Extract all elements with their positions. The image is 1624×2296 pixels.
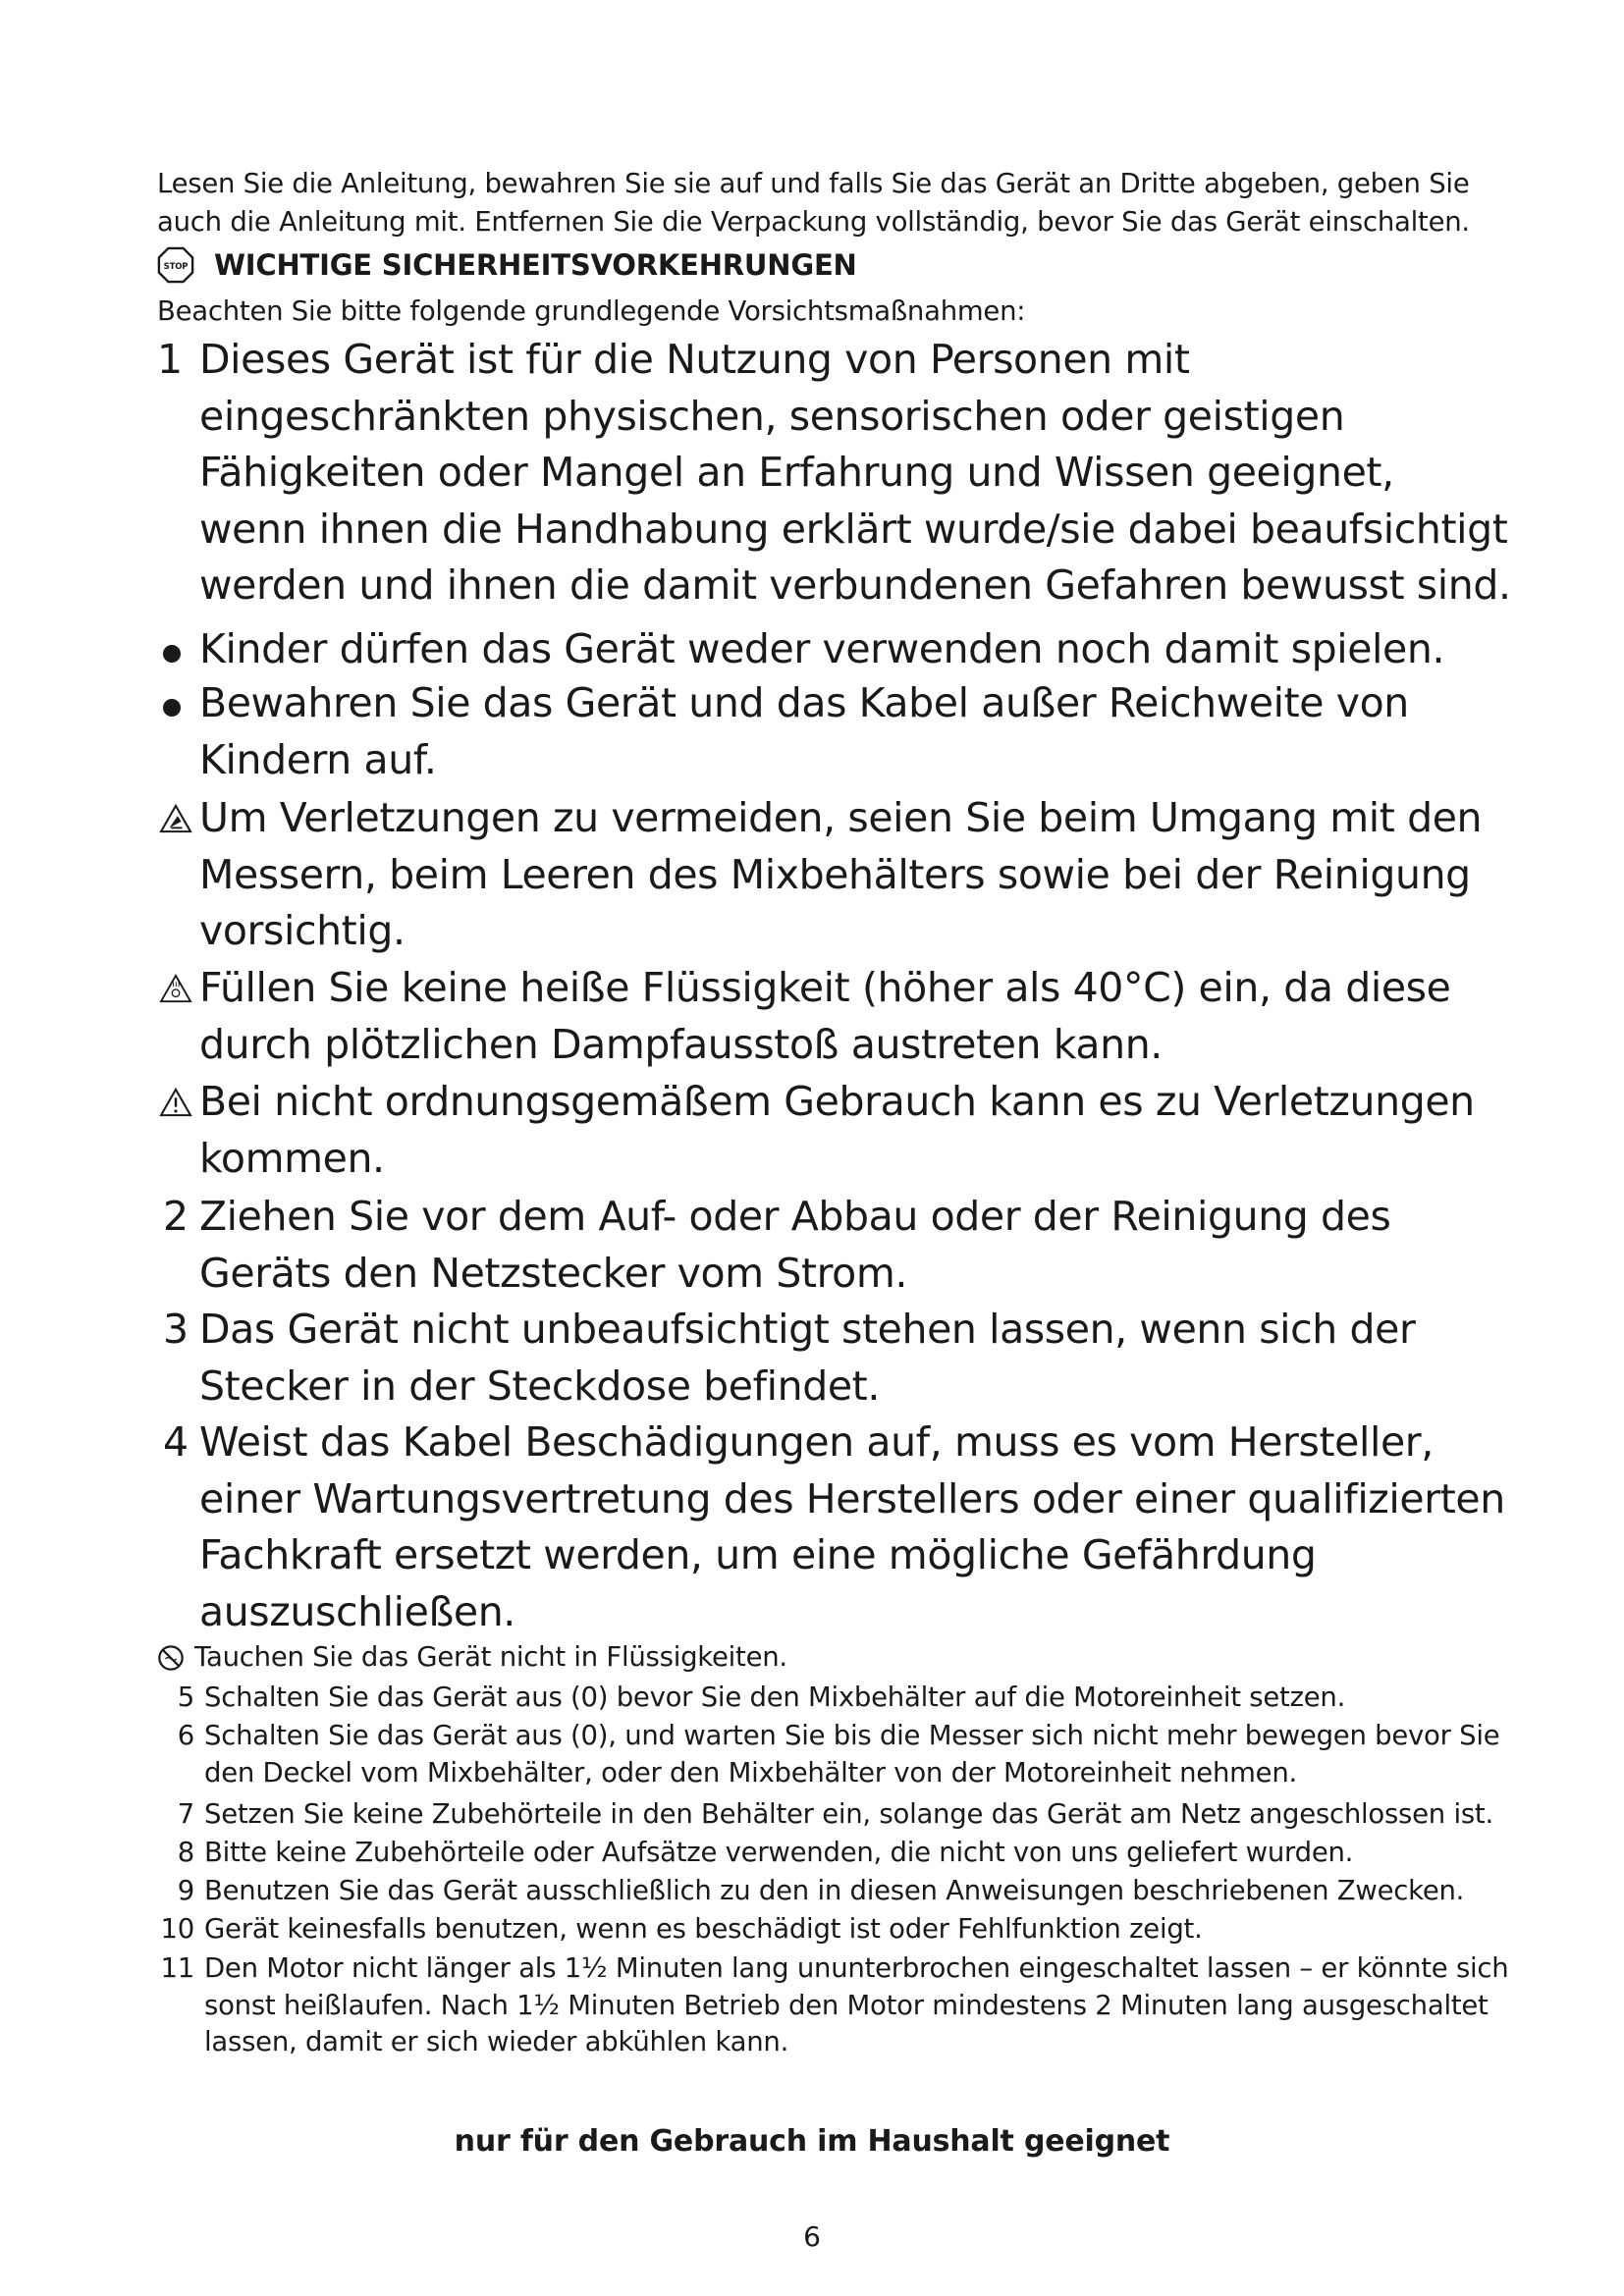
item-text: Schalten Sie das Gerät aus (0), und warten Sie bis die Messer sich nicht mehr bewegen bevor Sie den Deckel vom Mixbehälter, oder den Mixbehälter von der Motoreinheit nehmen. xyxy=(204,1720,1500,1789)
warning-item-blades xyxy=(157,790,1512,959)
intro-paragraph: Lesen Sie die Anleitung, bewahren Sie sie auf und falls Sie das Gerät an Dritte abgeben, geben Sie auch die Anleitung mit. Entfernen Sie die Verpackung vollständig, bevor Sie das Gerät einschalten. xyxy=(157,168,1470,238)
safety-item-3 xyxy=(157,1302,1512,1415)
household-use-note: nur für den Gebrauch im Haushalt geeignet xyxy=(454,2124,1170,2159)
safety-item-10 xyxy=(157,1911,1512,1949)
precaution-intro: Beachten Sie bitte folgende grundlegende Vorsichtsmaßnahmen: xyxy=(157,295,1026,327)
item-text: Setzen Sie keine Zubehörteile in den Behälter ein, solange das Gerät am Netz angeschlossen ist. xyxy=(204,1798,1493,1830)
item-number: 5 xyxy=(177,1682,194,1713)
item-number: 2 xyxy=(163,1193,189,1240)
item-number: 7 xyxy=(177,1798,194,1830)
safety-heading xyxy=(157,243,857,287)
item-text: Das Gerät nicht unbeaufsichtigt stehen lassen, wenn sich der Stecker in der Steckdose befindet. xyxy=(199,1306,1416,1410)
warning-item-hot-liquid xyxy=(157,960,1512,1073)
warning-icon xyxy=(159,1088,192,1117)
item-text: Bitte keine Zubehörteile oder Aufsätze verwenden, die nicht von uns geliefert wurden. xyxy=(204,1837,1354,1868)
safety-heading-title: WICHTIGE SICHERHEITSVORKEHRUNGEN xyxy=(214,248,857,282)
bullet-icon xyxy=(157,675,198,732)
item-text: Tauchen Sie das Gerät nicht in Flüssigkeiten. xyxy=(194,1641,787,1673)
safety-item-1 xyxy=(157,332,1512,616)
item-text: Gerät keinesfalls benutzen, wenn es beschädigt ist oder Fehlfunktion zeigt. xyxy=(204,1913,1203,1945)
warning-item-general xyxy=(157,1074,1512,1187)
item-text: Ziehen Sie vor dem Auf- oder Abbau oder der Reinigung des Geräts den Netzstecker vom Strom. xyxy=(199,1193,1391,1297)
item-text: Kinder dürfen das Gerät weder verwenden noch damit spielen. xyxy=(199,625,1445,672)
item-text: Bewahren Sie das Gerät und das Kabel außer Reichweite von Kindern auf. xyxy=(199,679,1409,783)
safety-item-9 xyxy=(157,1873,1512,1910)
safety-item-5 xyxy=(157,1680,1512,1717)
item-text: Dieses Gerät ist für die Nutzung von Personen mit eingeschränkten physischen, sensorischen oder geistigen Fähigkeiten oder Mangel an Erfahrung und Wissen geeignet, wenn ihnen die Handhabung erklärt wurde/sie dabei beaufsichtigt werden und ihnen die damit verbundenen Gefahren bewusst sind. xyxy=(199,336,1511,609)
hot-liquid-warning-icon xyxy=(159,974,192,1003)
item-number: 8 xyxy=(177,1837,194,1868)
safety-item-4 xyxy=(157,1415,1512,1640)
safety-item-7 xyxy=(157,1796,1512,1834)
bullet-icon xyxy=(157,621,198,678)
svg-text:STOP: STOP xyxy=(163,261,189,272)
safety-item-8 xyxy=(157,1835,1512,1872)
no-immerse-icon xyxy=(157,1644,185,1672)
safety-item-2 xyxy=(157,1189,1512,1302)
item-number: 6 xyxy=(177,1720,194,1751)
item-number: 1 xyxy=(157,336,183,383)
item-text: Den Motor nicht länger als 1½ Minuten lang ununterbrochen eingeschaltet lassen – er könnte sich sonst heißlaufen. Nach 1½ Minuten Betrieb den Motor mindestens 2 Minuten lang ausgeschaltet lassen, damit er sich wieder abkühlen kann. xyxy=(204,1952,1509,2057)
safety-item-6 xyxy=(157,1718,1512,1792)
item-text: Benutzen Sie das Gerät ausschließlich zu den in diesen Anweisungen beschriebenen Zwecken. xyxy=(204,1875,1465,1906)
no-immerse-item xyxy=(157,1639,1512,1677)
item-text: Schalten Sie das Gerät aus (0) bevor Sie den Mixbehälter auf die Motoreinheit setzen. xyxy=(204,1682,1346,1713)
blade-warning-icon xyxy=(159,804,192,833)
item-number: 11 xyxy=(160,1952,194,1984)
item-text: Weist das Kabel Beschädigungen auf, muss es vom Hersteller, einer Wartungsvertretung des Herstellers oder einer qualifizierten Fachkraft ersetzt werden, um eine mögliche Gefährdung auszuschließen. xyxy=(199,1418,1505,1635)
item-text: Um Verletzungen zu vermeiden, seien Sie beim Umgang mit den Messern, beim Leeren des Mixbehälters sowie bei der Reinigung vorsichtig. xyxy=(199,794,1483,954)
bullet-item-reach xyxy=(157,675,1512,788)
safety-item-11 xyxy=(157,1950,1512,2062)
item-number: 10 xyxy=(160,1913,194,1945)
item-number: 4 xyxy=(163,1418,189,1466)
item-text: Füllen Sie keine heiße Flüssigkeit (höher als 40°C) ein, da diese durch plötzlichen Dampfausstoß austreten kann. xyxy=(199,964,1451,1068)
stop-icon xyxy=(157,246,194,284)
item-number: 3 xyxy=(163,1306,189,1353)
page-number: 6 xyxy=(803,2220,821,2253)
item-number: 9 xyxy=(177,1875,194,1906)
bullet-item-children xyxy=(157,621,1512,678)
item-text: Bei nicht ordnungsgemäßem Gebrauch kann es zu Verletzungen kommen. xyxy=(199,1078,1475,1182)
